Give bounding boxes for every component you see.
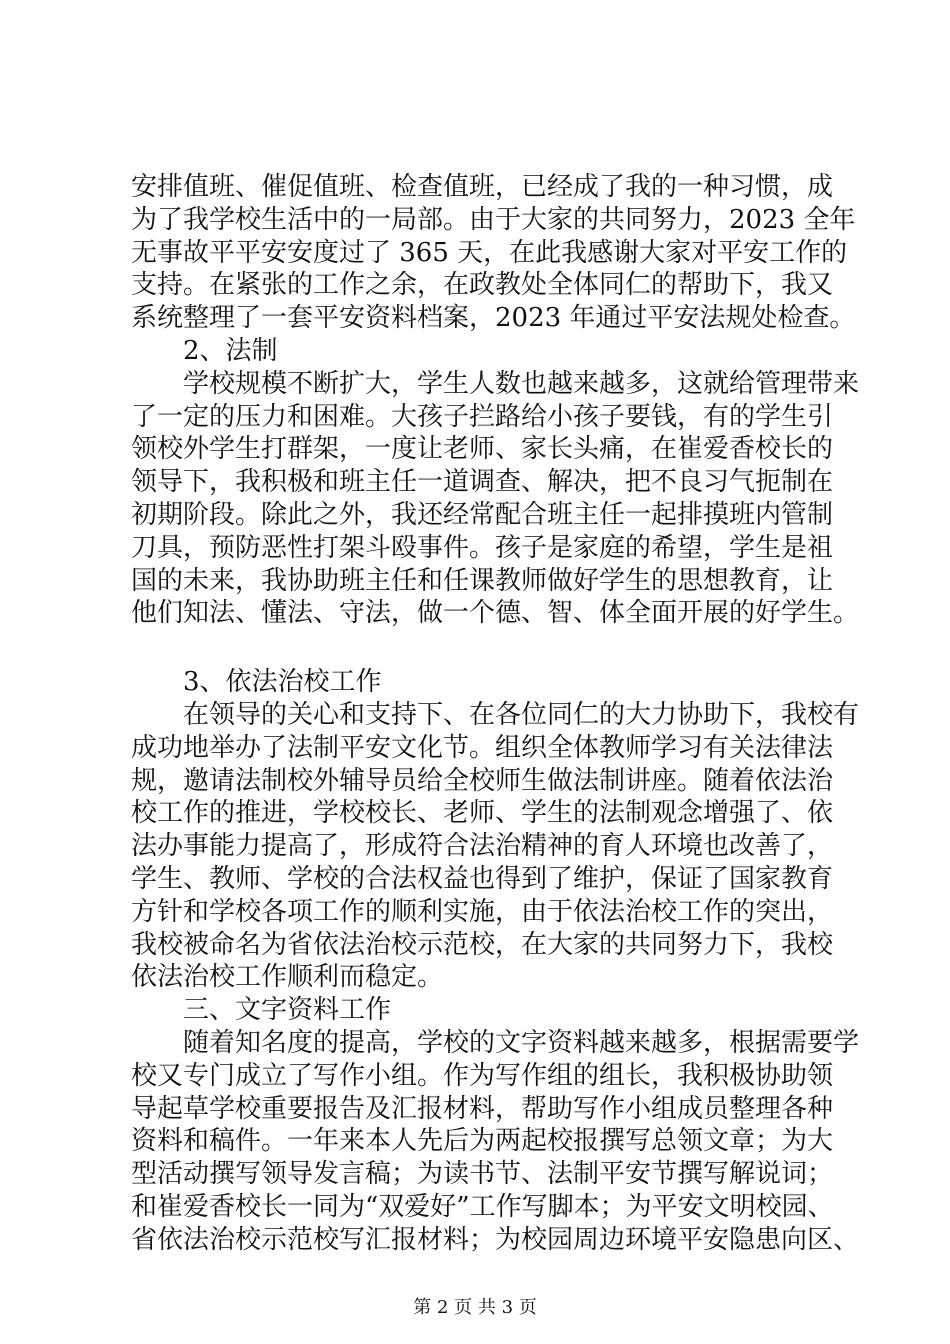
text-line: 刀具，预防恶性打架斗殴事件。孩子是家庭的希望，学生是祖 (131, 532, 834, 563)
text-line: 资料和稿件。一年来本人先后为两起校报撰写总领文章；为大 (131, 1126, 834, 1157)
text-line: 系统整理了一套平安资料档案，2023 年通过平安法规处检查。 (131, 303, 856, 334)
text-line: 校工作的推进，学校校长、老师、学生的法制观念增强了、依 (131, 798, 834, 829)
section-heading: 2、法制 (131, 335, 278, 366)
text-line: 为了我学校生活中的一局部。由于大家的共同努力，2023 全年 (131, 204, 856, 235)
text-line: 方针和学校各项工作的顺利实施，由于依法治校工作的突出， (131, 896, 834, 927)
text-line: 规，邀请法制校外辅导员给全校师生做法制讲座。随着依法治 (131, 765, 834, 796)
text-line: 领校外学生打群架，一度让老师、家长头痛，在崔爱香校长的 (131, 434, 834, 465)
text-line: 导起草学校重要报告及汇报材料，帮助写作小组成员整理各种 (131, 1093, 834, 1124)
text-line: 随着知名度的提高，学校的文字资料越来越多，根据需要学 (131, 1027, 860, 1058)
text-line: 型活动撰写领导发言稿；为读书节、法制平安节撰写解说词； (131, 1159, 834, 1190)
text-line: 国的未来，我协助班主任和任课教师做好学生的思想教育，让 (131, 565, 834, 596)
text-line: 成功地举办了法制平安文化节。组织全体教师学习有关法律法 (131, 732, 834, 763)
document-body (131, 171, 860, 1257)
text-line: 和崔爱香校长一同为“双爱好”工作写脚本；为平安文明校园、 (131, 1191, 834, 1222)
text-line: 了一定的压力和困难。大孩子拦路给小孩子要钱，有的学生引 (131, 401, 834, 432)
text-line: 初期阶段。除此之外，我还经常配合班主任一起排摸班内管制 (131, 499, 834, 530)
text-line: 支持。在紧张的工作之余，在政教处全体同仁的帮助下，我又 (131, 270, 834, 301)
section-heading: 3、依法治校工作 (131, 667, 382, 698)
text-line: 无事故平平安安度过了 365 天，在此我感谢大家对平安工作的 (131, 237, 848, 268)
text-line: 省依法治校示范校写汇报材料；为校园周边环境平安隐患向区、 (131, 1224, 860, 1255)
text-line: 我校被命名为省依法治校示范校，在大家的共同努力下，我校 (131, 929, 834, 960)
text-line: 安排值班、催促值班、检查值班，已经成了我的一种习惯，成 (131, 172, 834, 202)
text-line: 学生、教师、学校的合法权益也得到了维护，保证了国家教育 (131, 863, 834, 894)
text-line: 在领导的关心和支持下、在各位同仁的大力协助下，我校有 (131, 699, 860, 730)
text-line: 校又专门成立了写作小组。作为写作组的组长，我积极协助领 (131, 1060, 834, 1091)
text-line: 他们知法、懂法、守法，做一个德、智、体全面开展的好学生。 (131, 598, 860, 629)
page-number: 第 2 页 共 3 页 (413, 1297, 537, 1318)
text-line: 法办事能力提高了，形成符合法治精神的育人环境也改善了， (131, 831, 834, 862)
text-line: 领导下，我积极和班主任一道调查、解决，把不良习气扼制在 (131, 467, 834, 498)
section-heading: 三、文字资料工作 (131, 995, 392, 1026)
text-line: 学校规模不断扩大，学生人数也越来越多，这就给管理带来 (131, 368, 860, 399)
text-line: 依法治校工作顺利而稳定。 (131, 962, 444, 993)
